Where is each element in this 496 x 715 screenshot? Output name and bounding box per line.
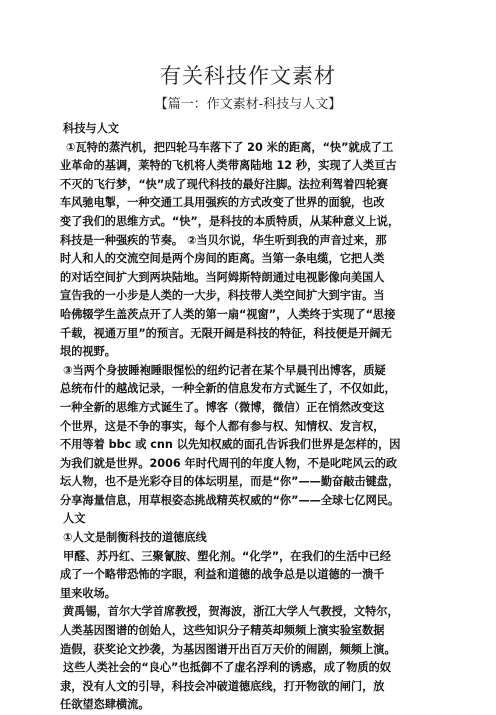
- paragraph-line: 业革命的基调，莱特的飞机将人类带离陆地 12 秒，实现了人类亘古: [60, 159, 397, 173]
- paragraph-line: 不用等着 bbc 或 cnn 以先知权威的面孔告诉我们世界是怎样的，因: [60, 438, 401, 452]
- paragraph-line: 这些人类社会的“良心”也抵御不了虚名浮利的诱惑，成了物质的奴: [63, 661, 391, 675]
- paragraph-line: 隶，没有人文的引导，科技会冲破道德底线，打开物欲的闸门，放: [60, 679, 385, 693]
- paragraph-line: 甲醛、苏丹红、三聚氰胺、塑化剂。“化学”，在我们的生活中已经: [63, 549, 391, 563]
- paragraph-line: ③当两个身披睡袍睡眼惺忪的纽约记者在某个早晨刊出博客，质疑: [63, 363, 386, 377]
- paragraph-line: 车风驰电掣，一种交通工具用强疾的方式改变了世界的面貌，也改: [60, 196, 385, 210]
- paragraph-line: 的对话空间扩大到两块陆地。当阿姆斯特朗通过电视影像向美国人: [60, 270, 385, 284]
- document-title: 有关科技作文素材: [160, 64, 336, 88]
- paragraph-line: 总统布什的越战记录，一种全新的信息发布方式诞生了，不仅如此，: [60, 382, 396, 396]
- document-subtitle: 【篇一：作文素材-科技与人文】: [154, 97, 342, 112]
- paragraph-line: 垠的视野。: [60, 345, 116, 359]
- paragraph-line: 科技是一种强疾的节奏。 ②当贝尔说，华生听到我的声音过来，那: [60, 233, 387, 247]
- section-heading: 人文: [63, 512, 86, 526]
- paragraph-line: 任欲望恣肆横流。: [60, 698, 150, 712]
- document-body: [60, 120, 442, 715]
- paragraph-line: ①人文是制衡科技的道德底线: [63, 531, 207, 545]
- paragraph-line: 千载，视通万里”的预言。无限开阔是科技的特征，科技便是开阔无: [60, 326, 392, 340]
- paragraph-line: 一种全新的思维方式诞生了。博客（微博，微信）正在悄然改变这: [60, 400, 385, 414]
- paragraph-line: 成了一个略带恐怖的字眼，利益和道德的战争总是以道德的一溃千: [60, 568, 385, 582]
- paragraph-line: 时人和人的交流空间是两个房间的距离。当第一条电缆，它把人类: [60, 252, 385, 266]
- paragraph-line: 坛人物，也不是光彩夺目的体坛明星，而是“你”——勤奋敲击键盘，: [60, 475, 400, 489]
- paragraph-line: ①瓦特的蒸汽机，把四轮马车落下了 20 米的距离，“快”就成了工: [66, 140, 394, 154]
- paragraph-line: 分享海量信息，用草根姿态挑战精英权威的“你”——全球七亿网民。: [60, 493, 400, 507]
- paragraph-line: 个世界，这是不争的事实，每个人都有参与权、知情权、发言权，: [60, 419, 385, 433]
- paragraph-line: 造假，获奖论文抄袭，为基因图谱开出百万天价的闹剧，频频上演。: [60, 642, 396, 656]
- paragraph-line: 人类基因图谱的创始人，这些知识分子精英却频频上演实验室数据: [60, 624, 385, 638]
- paragraph-line: 哈佛辍学生盖茨点开了人类的第一扇“视窗”，人类终于实现了“思接: [60, 307, 396, 321]
- paragraph-line: 为我们就是世界。2006 年时代周刊的年度人物，不是叱咤风云的政: [60, 456, 398, 470]
- paragraph-line: 黄禹锡，首尔大学首席教授，贺海波，浙江大学人气教授，文特尔，: [63, 605, 399, 619]
- paragraph-line: 宣告我的一小步是人类的一大步，科技带人类空间扩大到宇宙。当: [60, 289, 385, 303]
- paragraph-line: 不灭的飞行梦，“快”成了现代科技的最好注脚。法拉利驾着四轮赛: [60, 177, 388, 191]
- paragraph-line: 变了我们的思维方式。“快”，是科技的本质特质，从某种意义上说，: [60, 214, 400, 228]
- section-heading: 科技与人文: [63, 122, 119, 135]
- paragraph-line: 里来收场。: [60, 586, 116, 600]
